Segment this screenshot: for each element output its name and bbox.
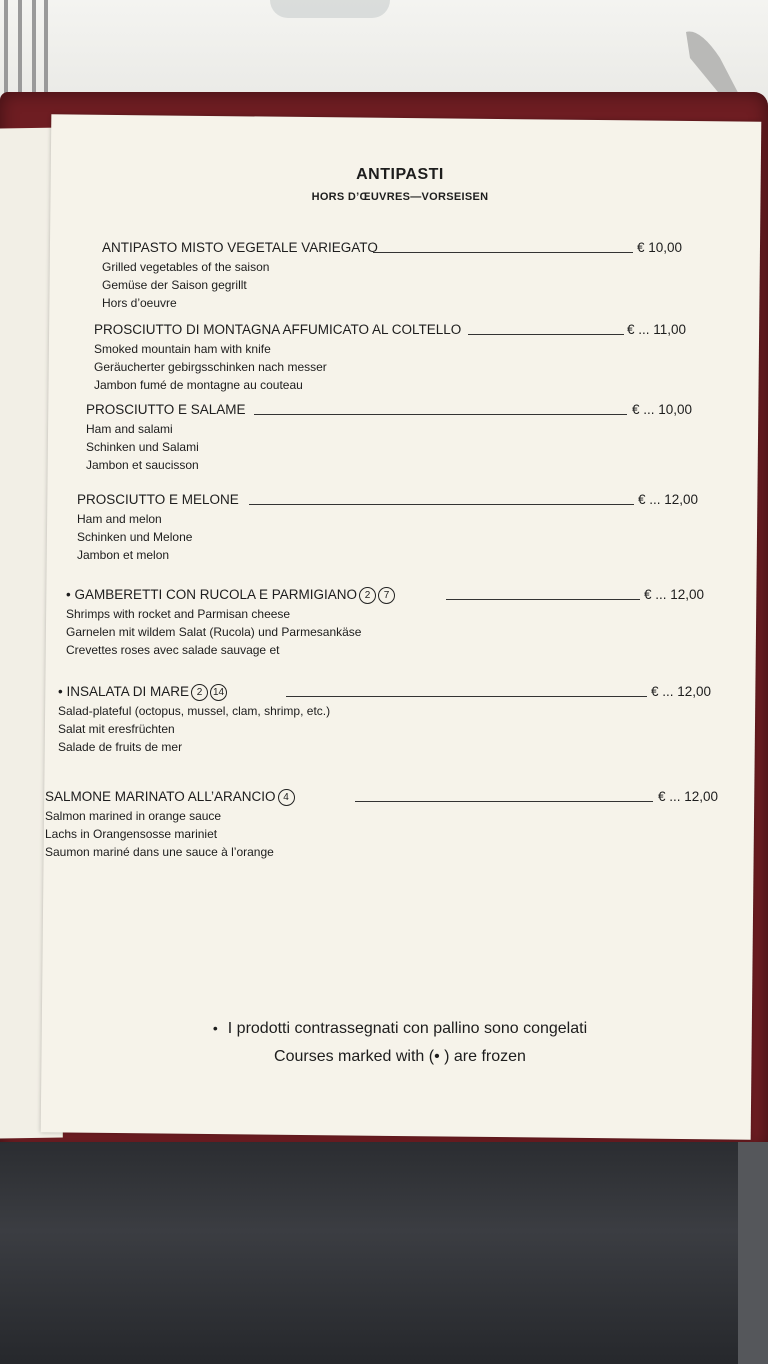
allergen-badge: 2	[359, 587, 376, 604]
menu-item-title: PROSCIUTTO E MELONE	[77, 492, 239, 507]
menu-item-description: Hors d’oeuvre	[102, 296, 177, 310]
menu-item-header	[58, 684, 712, 702]
menu-item-header	[77, 492, 699, 510]
footnote-bullet: •	[212, 1020, 218, 1036]
frozen-bullet: •	[58, 684, 67, 699]
allergen-badge: 2	[191, 684, 208, 701]
menu-item	[58, 684, 712, 756]
menu-item-description: Salmon marined in orange sauce	[45, 809, 222, 823]
menu-item-name	[45, 789, 295, 806]
menu-item-description: Shrimps with rocket and Parmisan cheese	[66, 607, 291, 621]
menu-item-description: Ham and salami	[86, 422, 173, 436]
menu-subtitle: HORS D’ŒUVRES—VORSEISEN	[311, 191, 489, 203]
menu-item-header	[102, 240, 683, 258]
menu-item-name	[77, 492, 239, 507]
menu-item-name	[102, 240, 378, 255]
menu-item	[77, 492, 699, 564]
menu-item	[94, 322, 687, 394]
menu-item-header	[45, 789, 719, 807]
menu-item-name	[58, 684, 227, 701]
menu-item-description: Lachs in Orangensosse mariniet	[45, 827, 218, 841]
menu-item-price: € 10,00	[637, 240, 683, 255]
menu-item-header	[66, 587, 705, 605]
price-leader-line	[286, 696, 647, 697]
menu-item-description: Crevettes roses avec salade sauvage et	[66, 643, 280, 657]
menu-item-description: Garnelen mit wildem Salat (Rucola) und Parmesankäse	[66, 625, 362, 639]
menu-item-price: € ... 11,00	[627, 322, 687, 337]
menu-item-price: € ... 12,00	[644, 587, 705, 602]
menu-item-header	[86, 402, 693, 420]
price-leader-line	[446, 599, 640, 600]
footnote-line-2-prefix: Courses marked with (	[274, 1048, 435, 1065]
menu-item-description: Jambon et melon	[77, 548, 170, 562]
menu-item-description: Jambon fumé de montagne au couteau	[94, 378, 303, 392]
price-leader-line	[355, 801, 653, 802]
menu-item	[86, 402, 693, 474]
menu-item-description: Jambon et saucisson	[86, 458, 199, 472]
menu-item-price: € ... 12,00	[638, 492, 699, 507]
menu-item-title: INSALATA DI MARE	[66, 684, 190, 699]
menu-item-title: ANTIPASTO MISTO VEGETALE VARIEGATO	[102, 240, 378, 255]
menu-item-title: PROSCIUTTO E SALAME	[86, 402, 246, 417]
menu-title: ANTIPASTI	[356, 166, 444, 183]
footnote-line-1: I prodotti contrassegnati con pallino sono congelati	[227, 1020, 588, 1037]
allergen-badge: 14	[210, 684, 227, 701]
frozen-bullet: •	[66, 587, 75, 602]
menu-item-description: Schinken und Salami	[86, 440, 199, 454]
menu-item-description: Salade de fruits de mer	[58, 740, 183, 754]
menu-item-description: Salat mit eresfrüchten	[58, 722, 175, 736]
menu-item-description: Saumon mariné dans une sauce à l’orange	[45, 845, 274, 859]
footnote-line-2-bullet: •	[434, 1048, 440, 1065]
menu-item-title: GAMBERETTI CON RUCOLA E PARMIGIANO	[74, 587, 358, 602]
frozen-footnote	[160, 1014, 640, 1071]
menu-item	[102, 240, 683, 312]
menu-item-title: PROSCIUTTO DI MONTAGNA AFFUMICATO AL COLTELLO	[94, 322, 462, 337]
allergen-badge: 4	[278, 789, 295, 806]
menu-item-name	[94, 322, 461, 337]
menu-item-name	[86, 402, 246, 417]
footnote-line-2-suffix: ) are frozen	[439, 1048, 526, 1065]
allergen-badge: 7	[378, 587, 395, 604]
menu-item-price: € ... 10,00	[632, 402, 693, 417]
price-leader-line	[249, 504, 634, 505]
menu-item-description: Schinken und Melone	[77, 530, 193, 544]
menu-item-price: € ... 12,00	[658, 789, 719, 804]
menu-item-description: Geräucherter gebirgsschinken nach messer	[94, 360, 327, 374]
menu-item-description: Salad-plateful (octopus, mussel, clam, shrimp, etc.)	[58, 704, 331, 718]
menu-item-price: € ... 12,00	[651, 684, 712, 699]
menu-item-description: Ham and melon	[77, 512, 162, 526]
price-leader-line	[373, 252, 633, 253]
menu-item-title: SALMONE MARINATO ALL’ARANCIO	[45, 789, 276, 804]
menu-item	[66, 587, 705, 659]
menu-item-description: Smoked mountain ham with knife	[94, 342, 271, 356]
price-leader-line	[468, 334, 624, 335]
menu-item-description: Gemüse der Saison gegrillt	[102, 278, 247, 292]
menu-item	[45, 789, 719, 861]
menu-item-name	[66, 587, 395, 604]
menu-item-header	[94, 322, 687, 340]
menu-item-description: Grilled vegetables of the saison	[102, 260, 270, 274]
price-leader-line	[254, 414, 627, 415]
